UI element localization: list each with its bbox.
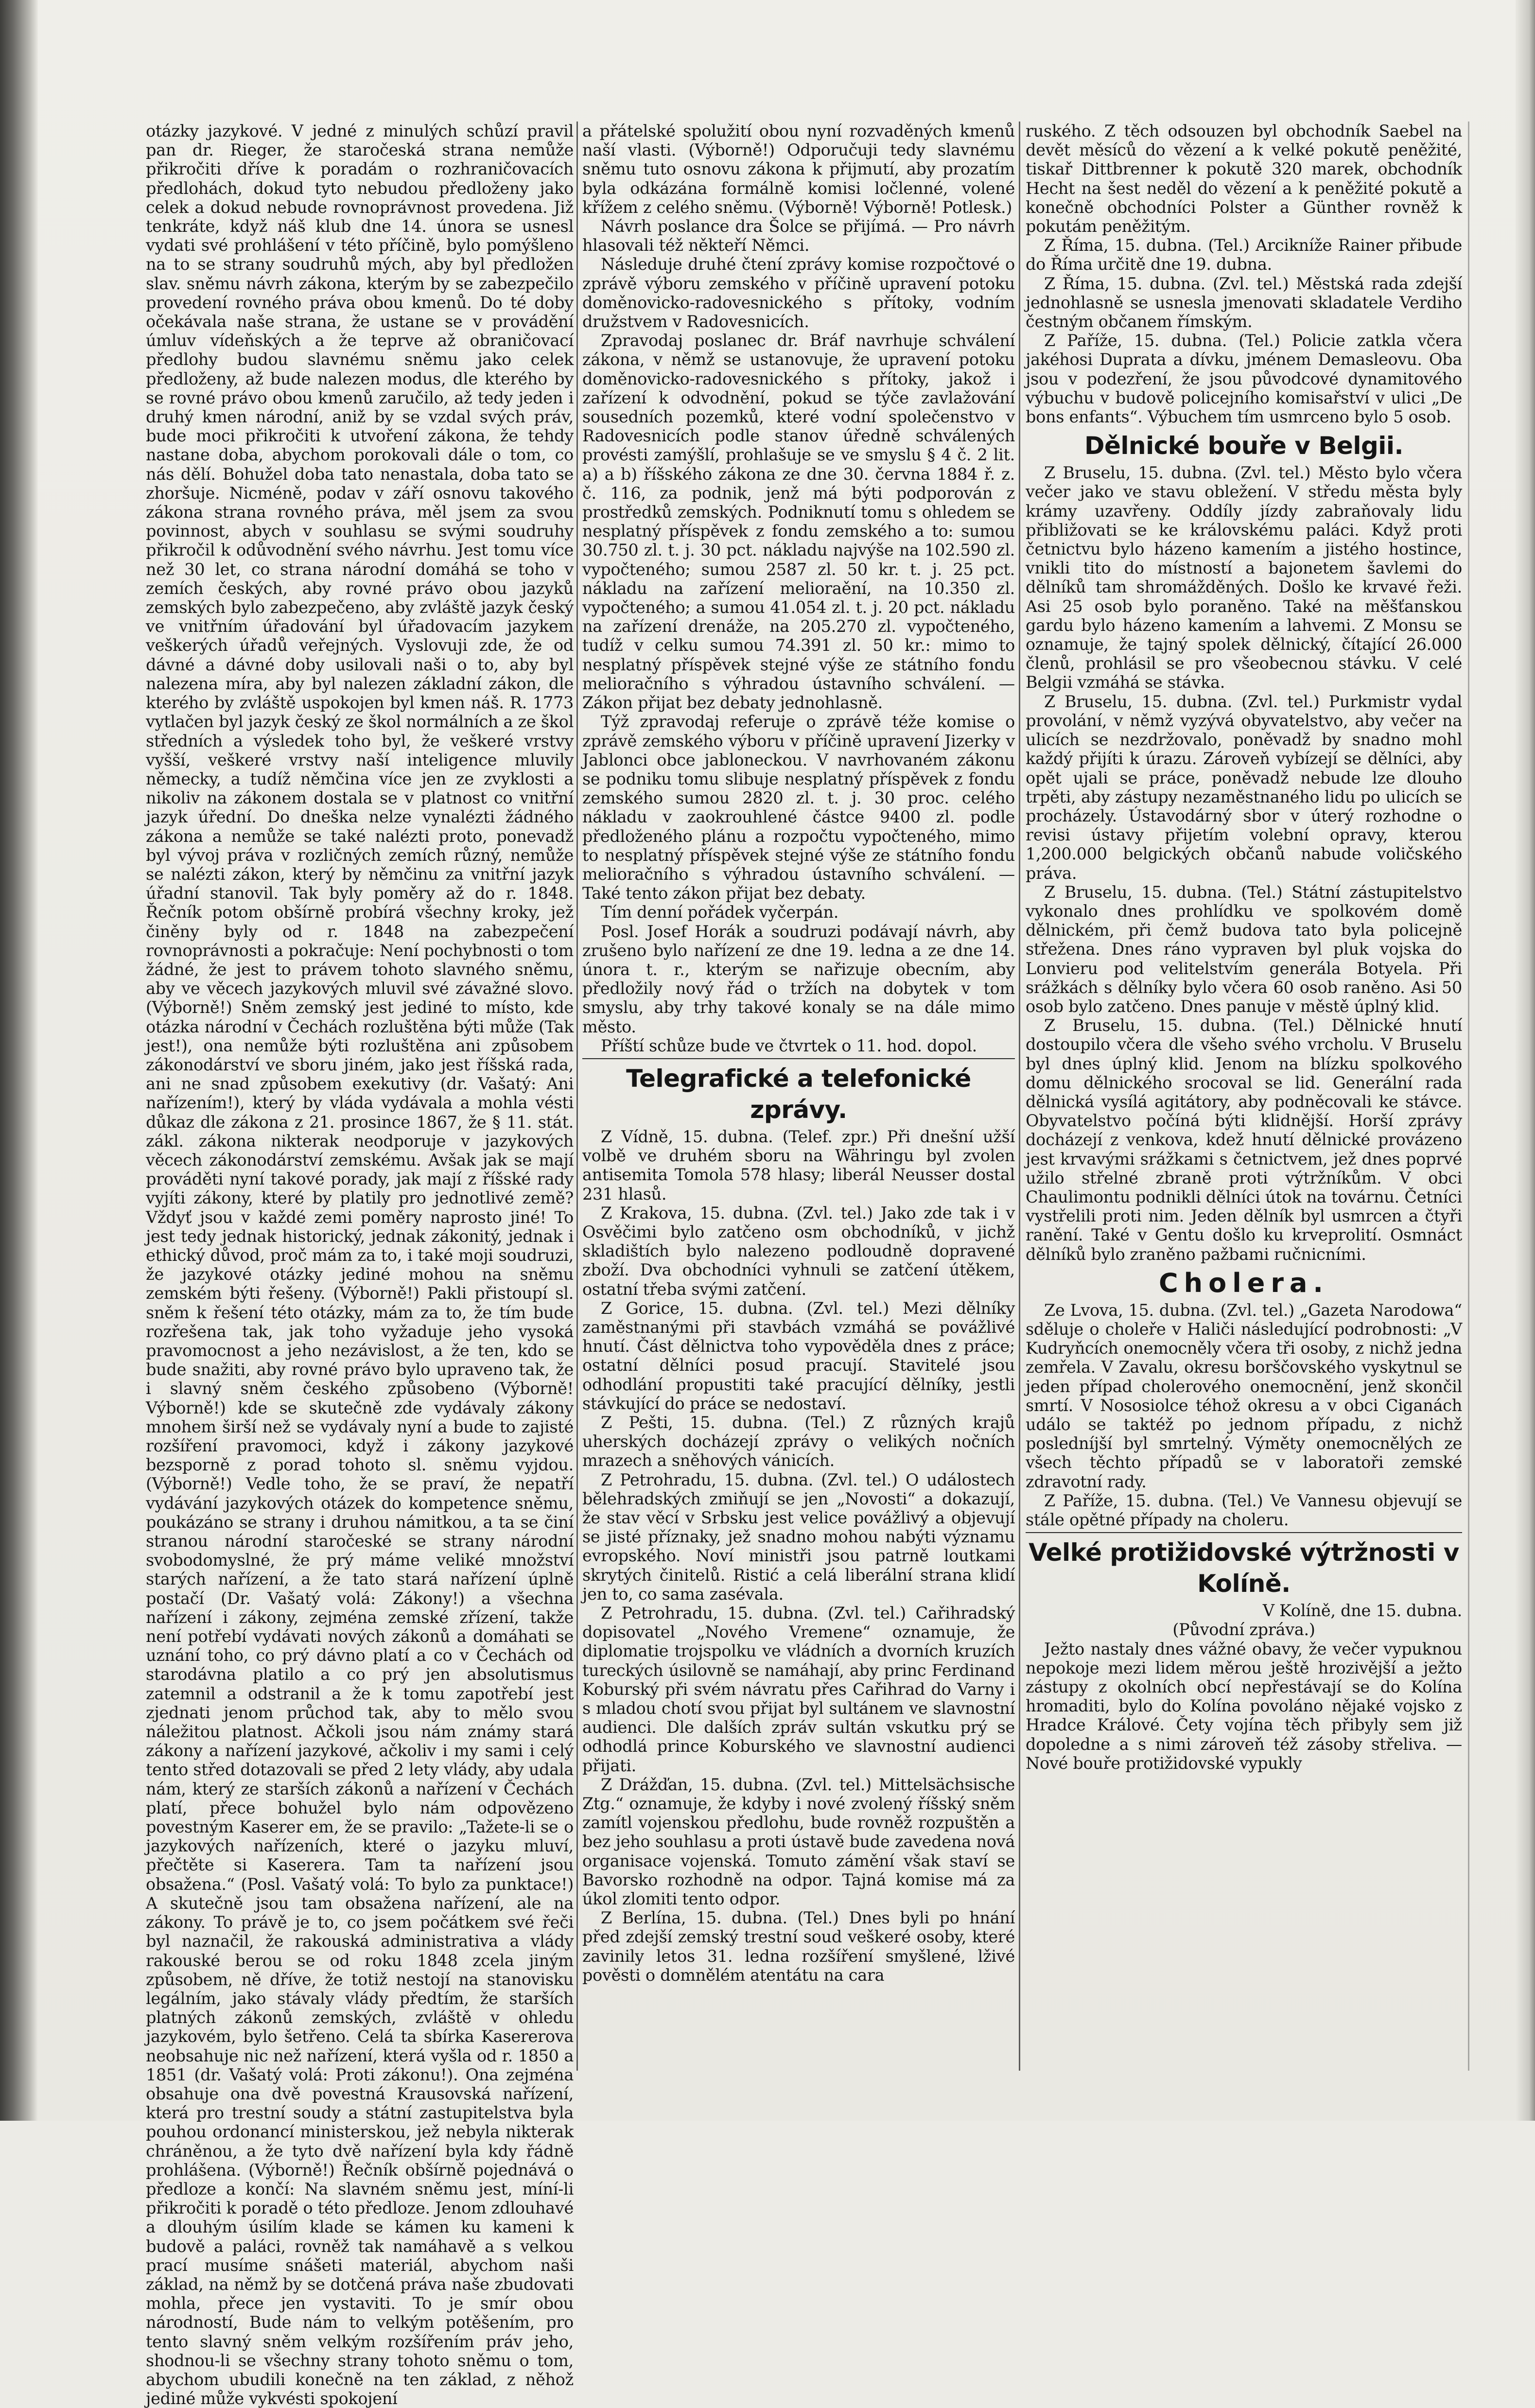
article-text: Návrh poslance dra Šolce se přijímá. — Pro návrh hlasovali též někteří Němci.	[582, 217, 1015, 255]
news-item: Z Drážďan, 15. dubna. (Zvl. tel.) Mittelsächsische Ztg.“ oznamuje, že kdyby i nové zvolený říšský sněm zamítl vojenskou předlohu, bude rovněž rozpuštěn a bez jeho souhlasu a proti ústavě bude zavedena nová organisace vojenská. Tomuto zámění však staví se Bavorsko rozhodně na odpor. Tajná komise má za úkol zlomiti tento odpor.	[582, 1775, 1015, 1909]
article-text: Týž zpravodaj referuje o zprávě téže komise o zprávě zemského výboru v příčině upravení Jizerky v Jablonci obce jabloneckou. V navrhovaném zákonu se podniku tomu slibuje nesplatný příspěvek z fondu zemského sumou 2820 zl. t. j. 30 proc. celého nákladu v zaokrouhlené částce 9400 zl. podle předloženého plánu a rozpočtu vypočteného, mimo to nesplatný příspěvek stejné výše ze státního fondu melioračního s výhradou ústavního schválení. — Také tento zákon přijat bez debaty.	[582, 712, 1015, 903]
news-item: Z Bruselu, 15. dubna. (Zvl. tel.) Purkmistr vydal provolání, v němž vyzývá obyvatelstvo, aby večer na ulicích se nezdržovalo, poněvadž by snadno mohl každý přijíti k úrazu. Zároveň vybízejí se dělníci, aby opět ujali se práce, poněvadž nebude lze dlouho trpěti, aby zástupy nezaměstnaného lidu po ulicích se procházely. Ústavodárný sbor v úterý rozhodne o revisi ústavy přijetím volební opravy, kterou 1,200.000 belgických občanů nabude voličského práva.	[1026, 692, 1462, 883]
news-item: Z Paříže, 15. dubna. (Tel.) Policie zatkla včera jakéhosi Duprata a dívku, jménem Demasleovu. Oba jsou v podezření, že jsou původcové dynamitového výbuchu v budově policejního komisařství v ulici „De bons enfants“. Výbuchem tím usmrceno bylo 5 osob.	[1026, 331, 1462, 427]
article-text: Tím denní pořádek vyčerpán.	[601, 903, 839, 922]
news-item: Z Bruselu, 15. dubna. (Tel.) Dělnické hnutí dostoupilo včera dle všeho svého vrcholu. V Bruselu byl dnes úplný klid. Jenom na blízku spolkového domu dělnického srocoval se lid. Generální rada dělnická vysílá agitátory, aby podněcovali ke stávce. Obyvatelstvo počíná býti klidnější. Horší zprávy docházejí z venkova, kdež hnutí dělnické provázeno jest krvavými srážkami s četnictvem, jež dnes poprvé užilo střelné zbraně proti výtržníkům. V obci Chaulimontu podnikli dělníci útok na továrnu. Četníci vystřelili proti nim. Jeden dělník byl usmrcen a čtyři ranění. Také v Gentu došlo ku krveprolití. Osmnáct dělníků bylo zraněno pažbami ručnicními.	[1026, 1016, 1462, 1264]
news-item: Z Říma, 15. dubna. (Zvl. tel.) Městská rada zdejší jednohlasně se usnesla jmenovati skladatele Verdiho čestným občanem římským.	[1026, 274, 1462, 332]
column-rule	[1468, 122, 1469, 2071]
section-title: Cholera.	[1159, 1267, 1329, 1298]
news-item: Z Bruselu, 15. dubna. (Tel.) Státní zástupitelstvo vykonalo dnes prohlídku ve spolkovém domě dělnickém, při čemž budova tato byla policejně střežena. Dnes ráno vypraven byl pluk vojska do Lonvieru pod velitelstvím generála Botyela. Při srážkách s dělníky bylo včera 60 osob raněno. Asi 50 osob bylo zatčeno. Dnes panuje v městě úplný klid.	[1026, 882, 1462, 1016]
news-item: ruského. Z těch odsouzen byl obchodník Saebel na devět měsíců do vězení a k velké pokutě peněžité, tiskař Dittbrenner k pokutě 320 marek, obchodník Hecht na šest neděl do vězení a k peněžité pokutě a konečně obchodníci Polster a Günther rovněž k pokutám peněžitým.	[1026, 122, 1462, 236]
news-item: Z Pešti, 15. dubna. (Tel.) Z různých krajů uherských docházejí zprávy o velikých nočních mrazech a sněhových vánicích.	[582, 1413, 1015, 1470]
section-title: Velké protižidovské výtržnosti v Kolíně.	[1029, 1538, 1459, 1598]
news-item: Z Říma, 15. dubna. (Tel.) Arcikníže Rainer přibude do Říma určitě dne 19. dubna.	[1026, 236, 1462, 274]
dateline: V Kolíně, dne 15. dubna.	[1262, 1601, 1462, 1621]
news-item: Z Petrohradu, 15. dubna. (Zvl. tel.) Cařihradský dopisovatel „Nového Vremene“ oznamuje, že diplomatie trojspolku ve vládních a dvorních kruzích tureckých úsilovně se namáhají, aby princ Ferdinand Koburský při svém návratu přes Cařihrad do Varny i s mladou chotí svou přijat byl sultánem ve slavnostní audienci. Dle dalších zpráv sultán vskutku prý se odhodlá prince Koburského ve slavnostní audienci přijati.	[582, 1604, 1015, 1775]
column-rule	[576, 122, 578, 2071]
section-divider	[1026, 1532, 1462, 1533]
news-item: Z Gorice, 15. dubna. (Zvl. tel.) Mezi dělníky zaměstnanými při stavbách vzmáhá se povážlivé hnutí. Část dělnictva toho vypověděla dnes z práce; ostatní dělníci posud pracují. Stavitelé jsou odhodlání propustiti také pracující dělníky, jestli stávkující do práce se nedostaví.	[582, 1298, 1015, 1413]
article-text: Posl. Josef Horák a soudruzi podávají návrh, aby zrušeno bylo nařízení ze dne 19. ledna a ze dne 14. února t. r., kterým se nařizuje obecním, aby předložily nový řád o tržích na dobytek v tom smyslu, aby trhy takové konaly se na dále mimo město.	[582, 922, 1015, 1036]
news-item: Z Petrohradu, 15. dubna. (Zvl. tel.) O událostech bělehradských zmiňují se jen „Novosti“ a dokazují, že stav věcí v Srbsku jest velice povážlivý a objevují se jisté příznaky, jež snadno mohou nabýti významu evropského. Noví ministři jsou patrně loutkami skrytých činitelů. Ristić a celá liberální strana klidí jen to, co sama zasévala.	[582, 1470, 1015, 1604]
news-item: Ježto nastaly dnes vážné obavy, že večer vypuknou nepokoje mezi lidem měrou ještě hrozivější a ježto zástupy z okolních obcí nepřestávají se do Kolína hromaditi, bylo do Kolína povoláno nějaké vojsko z Hradce Králové. Čety vojína těch přibyly sem již dopoledne a s nimi zároveň též zásoby střeliva. — Nové bouře protižidovské vypukly	[1026, 1639, 1462, 1773]
news-item: Z Bruselu, 15. dubna. (Zvl. tel.) Město bylo včera večer jako ve stavu obležení. V středu města byly krámy uzavřeny. Oddíly jízdy zabraňovaly lidu přibližovati se ke královskému paláci. Když proti četnictvu bylo házeno kamením a jistého hostince, vnikli tito do místností a bajonetem šavlemi do dělníků tam shromážděných. Došlo ke krvavé řeži. Asi 25 osob bylo poraněno. Také na měšťanskou gardu bylo házeno kamením a lahvemi. Z Monsu se oznamuje, že tajný spolek dělnický, čítající 26.000 členů, prohlásil se pro všeobecnou stávku. V celé Belgii vzmáhá se stávka.	[1026, 463, 1462, 692]
news-item: Ze Lvova, 15. dubna. (Zvl. tel.) „Gazeta Narodowa“ sděluje o choleře v Haliči následující podrobnosti: „V Kudryňcích onemocněly včera tři osoby, z nichž jedna zemřela. V Zavalu, okresu borščovského vyskytnul se jeden případ cholerového onemocnění, jenž skončil smrtí. V Nososiolce téhož okresu a v obci Ciganách událo se taktéž po jednom případu, z nichž posledníjší byl smrtelný. Výměty onemocnělých ze všech těchto případů se v laboratoři zemské zdravotní rady.	[1026, 1300, 1462, 1491]
column-1	[146, 122, 574, 2408]
column-2	[582, 122, 1015, 2085]
article-text: Zpravodaj poslanec dr. Bráf navrhuje schválení zákona, v němž se ustanovuje, že upravení potoku doměnovicko-radovesnického s přítoky, jakož i zařízení k odvodnění, pokud se týče zavlažování sousedních pozemků, které vodní společenstvo v Radovesnicích podle stanov úředně schválených provésti zamýšlí, prohlašuje se ve smyslu § 4 č. 2 lit. a) a b) říšského zákona ze dne 30. června 1884 ř. z. č. 116, za podnik, jenž má býti podporován z prostředků zemských. Podniknutí tomu s ohledem se nesplatný příspěvek z fondu zemského a to: sumou 30.750 zl. t. j. 30 pct. nákladu najvýše na 102.590 zl. vypočteného; sumou 2587 zl. 50 kr. t. j. 25 pct. nákladu na zařízení melioraění, na 10.350 zl. vypočteného; a sumou 41.054 zl. t. j. 20 pct. nákladu na zařízení drenáže, na 205.270 zl. vypočteného, tudíž v celku sumou 74.391 zl. 50 kr.: mimo to nesplatný příspěvek stejné výše ze státního fondu melioračního s výhradou ústavního schválení. — Zákon přijat bez debaty jednohlasně.	[582, 331, 1015, 713]
article-text: Následuje druhé čtení zprávy komise rozpočtové o zprávě výboru zemského v příčině upravení potoku doměnovicko-radovesnického s přítoky, vodním družstvem v Radovesnicích.	[582, 255, 1015, 332]
section-title: Dělnické bouře v Belgii.	[1084, 432, 1404, 460]
section-title: Telegrafické a telefonické zprávy.	[626, 1064, 971, 1124]
subtitle: (Původní zpráva.)	[1172, 1620, 1315, 1640]
column-rule	[1019, 122, 1020, 2071]
article-text: otázky jazykové. V jedné z minulých schůzí pravil pan dr. Rieger, že staročeská strana nemůže přikročiti dříve k poradám o rozhraničovacích předlohách, dokud tyto nebudou předloženy jako celek a dokud nebude rovnoprávnost provedena. Již tenkráte, když náš klub dne 14. února se usnesl vydati své prohlášení v této příčině, bylo pomýšleno na to se strany soudruhů mých, aby byl předložen slav. sněmu návrh zákona, kterým by se zabezpečilo provedení rovného práva obou kmenů. Do té doby očekávala naše strana, že ustane se v provádění úmluv vídeňských a že teprve až obraničovací předlohy budou slavnému sněmu jako celek předloženy, až bude nalezen modus, dle kterého by se rovné právo obou kmenů zaručilo, až tedy jeden i druhý kmen národní, aniž by se vzdal svých práv, bude moci přikročiti k utvoření zákona, že tehdy nastane doba, abychom porokovali dále o tom, co nás dělí. Bohužel doba tato nenastala, doba tato se zhoršuje. Nicméně, podav v září osnovu takového zákona strana rovného práva, měl jsem za svou povinnost, abych v souhlasu se svými soudruhy přikročil k odůvodnění svého návrhu. Jest tomu více než 30 let, co strana národní domáhá se toho v zemích českých, aby rovné právo obou jazyků zemských bylo zabezpečeno, aby zvláště jazyk český ve vnitřním úřadování byl úřadovacím jazykem veškerých úřadů veřejných. Vyslovuji zde, že od dávné a dávné doby usilovali naši o to, aby byl nalezena míra, aby byl nalezen základní zákon, dle kterého by zvláště uspokojen byl kmen náš. R. 1773 vytlačen byl jazyk český ze škol normálních a ze škol středních a výsledek toho byl, že veškeré vrstvy vyšší, veškeré vrstvy naší inteligence mluvily německy, a tudíž němčina více jen ze zvyklosti a nikoliv na zákonem dostala se v platnost co vnitřní jazyk úřední. Do dneška nelze vynalézti žádného zákona a nemůže se také nalézti proto, ponevadž byl vývoj práva v rozličných zemích různý, nemůže se nalézti zákon, který by němčinu za vnitřní jazyk úřadní stanovil. Tak byly poměry až do r. 1848. Řečník potom obšírně probírá všechny kroky, jež činěny byly od r. 1848 na zabezpečení rovnoprávnosti a pokračuje: Není pochybnosti o tom žádné, že jest to právem tohoto slavného sněmu, aby ve věcech jazykových mluvil své závažné slovo. (Výborně!) Sněm zemský jest jediné to místo, kde otázka národní v Čechách rozluštěna býti může (Tak jest!), ona nemůže býti rozluštěna ani způsobem zákonodárství ve sboru jiném, jako jest říšská rada, ani ne snad způsobem exekutivy (dr. Vašatý: Ani nařízením!), který by vláda vydávala a mohla vésti důkaz dle zákona z 21. prosince 1867, že § 11. stát. zákl. zákona nikterak neodporuje v jazykových věcech zákonodárství zemskému. Avšak jak se mají prováděti nyní takové porady, jak mají z říšské rady vyjíti zákony, které by platily pro jednotlivé země? Vždyť jsou v každé zemi poměry naprosto jiné! To jest tedy jednak historický, jednak zákonitý, jednak i ethický důvod, proč mám za to, i také moji soudruzi, že jazykové otázky jediné mohou na sněmu zemském býti řešeny. (Výborně!) Pakli přistoupí sl. sněm k řešení této otázky, mám za to, že tím bude rozřešena tak, jak toho vyžaduje jeho vysoká pravomocnost a jeho nezávislost, a že ten, kdo se bude snažiti, aby rovné právo bylo upraveno tak, že i slavný sněm českého způsobeno (Výborně! Výborně!) kde se skutečně zde vydávaly zákony mnohem širší než se vydávaly nyní a bude to zajisté rozšíření pravomoci, když i zákony jazykové bezsporně z porad tohoto sl. sněmu vyjdou. (Výborně!) Vedle toho, že se praví, že nepatří vydávání jazykových otázek do kompetence sněmu, poukázáno se strany i druhou námitkou, a ta se činí stranou národní staročeské se strany národní svobodomyslné, že prý máme veliké množství starých nařízení, a že tato stará nařízení úplně postačí (Dr. Vašatý volá: Zákony!) a všechna nařízení i zákony, zejména zemské zřízení, takže není potřebí vydávati nových zákonů a domáhati se uznání toho, co prý dávno platí a co v Čechách od starodávna platilo a co prý jen absolutismus zatemnil a odstranil a že k tomu zapotřebí jest zjednati jenom průchod tak, aby to mělo svou náležitou platnost. Ačkoli jsou nám známy stará zákony a nařízení jazykové, ačkoliv i my sami i celý tento střed dotazovali se před 2 lety vlády, aby udala nám, který ze starších zákonů a nařízení v Čechách platí, přece bohužel bylo nám odpovězeno povestným Kaserer em, že se pravilo: „Tažete-li se o jazykových nařízeních, které o jazyku mluví, přečtěte si Kaserera. Tam ta nařízení jsou obsažena.“ (Posl. Vašatý volá: To bylo za punktace!) A skutečně jsou tam obsažena nařízení, ale na zákony. To právě je to, co jsem počátkem své řeči byl naznačil, že rakouská administrativa a vlády rakouské berou se od roku 1848 zcela jiným způsobem, ně dříve, že totiž nestojí na stanovisku legálním, jako stávaly vlády předtím, že starších platných zákonů zemských, zvláště v ohledu jazykovém, bylo šetřeno. Celá ta sbírka Kasererova neobsahuje nic než nařízení, která vyšla od r. 1850 a 1851 (dr. Vašatý volá: Proti zákonu!). Ona zejména obsahuje ona dvě povestná Krausovská nařízení, která pro trestní soudy a státní zastupitelstva byla pouhou ordonancí ministerskou, jež nebyla nikterak chráněnou, a že tyto dvě nařízení byla kdy řádně prohlášena. (Výborně!) Řečník obšírně pojednává o předloze a končí: Na slavném sněmu jest, míní-li přikročiti k poradě o této předloze. Jenom zdlouhavé a dlouhým úsilím klade se kámen ku kameni k budově a paláci, rovněž tak namáhavě a s velkou prací musíme snášeti materiál, abychom naši základ, na němž by se dotčená práva naše zbudovati mohla, přece jen vystaviti. To je smír obou národností, Bude nám to velkým potěšením, pro tento slavný sněm velkým rozšířením práv jeho, shodnou-li se všechny strany tohoto sněmu o tom, abychom ubudili konečně na ten základ, z něhož jediné může vykvésti spokojení	[146, 122, 574, 2408]
section-divider	[582, 1058, 1015, 1059]
news-item: Z Paříže, 15. dubna. (Tel.) Ve Vannesu objevují se stále opětné případy na choleru.	[1026, 1491, 1462, 1530]
article-text: a přátelské spolužití obou nyní rozvaděných kmenů naší vlasti. (Výborně!) Odporučuji tedy slavnému sněmu tuto osnovu zákona k přijmutí, aby prozatím byla odkázána formálně komisi ločlenné, volené křížem z celého sněmu. (Výborně! Výborně! Potlesk.)	[582, 122, 1015, 217]
news-item: Z Berlína, 15. dubna. (Tel.) Dnes byli po hnání před zdejší zemský trestní soud veškeré osoby, které zavinily letos 31. ledna rozšíření smyšlené, lživé pověsti o domnělém atentátu na cara	[582, 1908, 1015, 1985]
news-item: Z Vídně, 15. dubna. (Telef. zpr.) Při dnešní užší volbě ve druhém sboru na Währingu byl zvolen antisemita Tomola 578 hlasy; liberál Neusser dostal 231 hlasů.	[582, 1127, 1015, 1204]
scan-shadow-left	[0, 0, 38, 2121]
news-item: Z Krakova, 15. dubna. (Zvl. tel.) Jako zde tak i v Osvěčimi bylo zatčeno osm obchodníků, v jichž skladištích bylo nalezeno podloudně dopravené zboží. Dva obchodníci vyhnuli se zatčení útěkem, ostatní třeba svými zatčení.	[582, 1203, 1015, 1299]
column-3	[1026, 122, 1462, 2085]
scan-shadow-right	[1516, 0, 1535, 2121]
article-text: Příští schůze bude ve čtvrtek o 11. hod. dopol.	[601, 1036, 977, 1055]
